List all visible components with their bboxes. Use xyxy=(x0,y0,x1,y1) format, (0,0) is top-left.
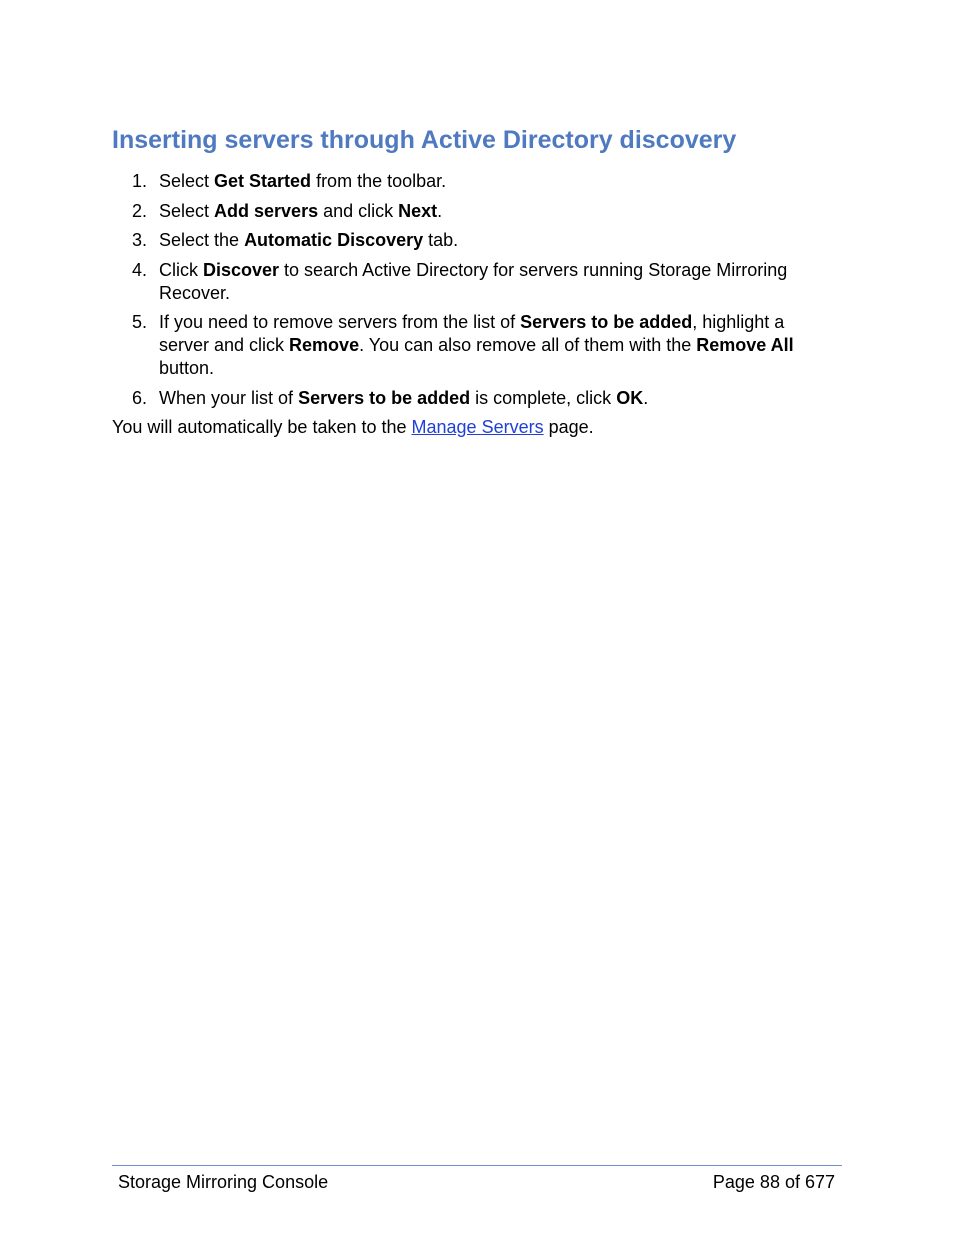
step-text-run: and click xyxy=(318,200,399,221)
step-ui-term: Remove All xyxy=(696,335,794,355)
step-text-run: to search Active Directory for servers running Storage Mirroring Recover. xyxy=(159,259,788,303)
step-ui-term: Add servers xyxy=(214,200,319,221)
step-text-run: Select xyxy=(159,171,215,191)
step-item xyxy=(112,259,832,305)
step-item xyxy=(112,200,832,223)
step-number: 4. xyxy=(132,259,148,280)
step-text xyxy=(159,171,446,191)
step-text-run: Click xyxy=(159,259,203,280)
step-text xyxy=(159,388,648,408)
manage-servers-link[interactable]: Manage Servers xyxy=(411,417,544,437)
step-number: 2. xyxy=(132,200,148,221)
step-number: 1. xyxy=(132,171,148,191)
step-number: 5. xyxy=(132,312,148,332)
step-number: 6. xyxy=(132,387,148,408)
step-text xyxy=(159,201,442,221)
step-ui-term: Automatic Discovery xyxy=(244,230,424,250)
step-number: 3. xyxy=(132,230,148,250)
summary-paragraph xyxy=(112,416,594,439)
step-text-run: , highlight a server and click xyxy=(159,312,785,355)
footer-divider xyxy=(112,1165,842,1166)
step-ui-term: Next xyxy=(398,200,438,221)
step-item xyxy=(112,387,832,410)
step-item xyxy=(112,311,832,380)
footer-doc-title: Storage Mirroring Console xyxy=(118,1172,329,1192)
step-text xyxy=(159,230,458,250)
step-ui-term: Remove xyxy=(289,335,360,355)
step-text-run: is complete, click xyxy=(470,387,617,408)
step-item xyxy=(112,229,832,252)
steps-list xyxy=(112,170,832,416)
step-text-run: from the toolbar. xyxy=(311,171,447,191)
step-item xyxy=(112,170,832,193)
step-ui-term: Servers to be added xyxy=(520,312,693,332)
step-text-run: tab. xyxy=(423,230,459,250)
summary-text-after: page. xyxy=(543,417,594,437)
step-text xyxy=(159,312,794,378)
footer-page-number: Page 88 of 677 xyxy=(712,1172,835,1192)
step-text-run: . xyxy=(437,200,443,221)
step-text-run: . You can also remove all of them with the xyxy=(359,335,697,355)
step-ui-term: Servers to be added xyxy=(298,387,471,408)
step-ui-term: OK xyxy=(616,387,644,408)
step-text-run: Select the xyxy=(159,230,245,250)
step-ui-term: Get Started xyxy=(214,171,312,191)
step-text-run: button. xyxy=(159,358,215,378)
page-title: Inserting servers through Active Directory discovery xyxy=(112,126,737,154)
step-text-run: . xyxy=(643,387,649,408)
step-text xyxy=(159,260,787,303)
step-text-run: If you need to remove servers from the list of xyxy=(159,312,521,332)
summary-text-before: You will automatically be taken to the xyxy=(112,417,412,437)
step-ui-term: Discover xyxy=(203,259,280,280)
step-text-run: Select xyxy=(159,200,215,221)
step-text-run: When your list of xyxy=(159,387,299,408)
